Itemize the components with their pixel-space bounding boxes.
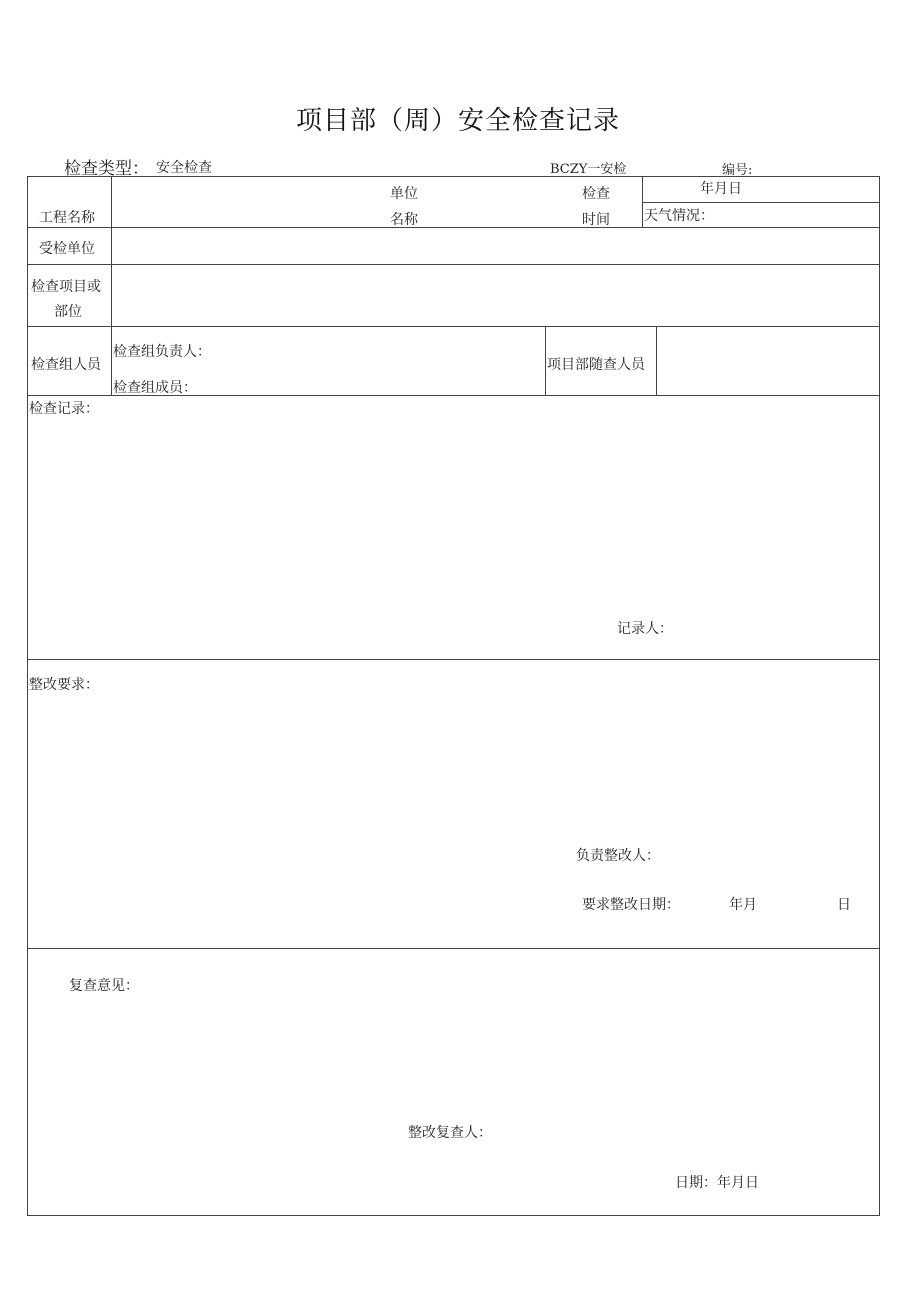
team-leader-label: 检查组负责人： xyxy=(113,344,211,360)
deadline-year-month: 年月 xyxy=(729,897,757,913)
inspected-unit-label: 受检单位 xyxy=(39,241,95,257)
rectification-responsible-label: 负责整改人： xyxy=(576,848,660,864)
weather-label: 天气情况： xyxy=(644,208,714,224)
reviewer-label: 整改复查人： xyxy=(408,1125,492,1141)
inspection-time-label-line2: 时间 xyxy=(582,212,610,228)
serial-number-label: 编号: xyxy=(722,163,753,178)
inspection-item-label-line2: 部位 xyxy=(54,304,82,320)
team-members-label: 检查组成员： xyxy=(113,380,197,396)
recorder-label: 记录人： xyxy=(617,621,673,637)
deadline-day: 日 xyxy=(837,897,851,913)
unit-label-line1: 单位 xyxy=(390,186,418,202)
review-opinion-label: 复查意见： xyxy=(69,978,139,994)
inspection-time-label-line1: 检查 xyxy=(582,186,610,202)
inspection-item-label-line1: 检查项目或 xyxy=(31,279,101,295)
rectification-deadline-label: 要求整改日期： xyxy=(582,897,680,913)
form-code: BCZY一安检 xyxy=(550,162,627,177)
unit-label-line2: 名称 xyxy=(390,212,418,228)
project-name-label: 工程名称 xyxy=(39,210,95,226)
inspection-type-label: 检查类型： xyxy=(64,159,149,179)
inspection-record-label: 检查记录： xyxy=(29,401,99,417)
accompanying-staff-label: 项目部随查人员 xyxy=(547,357,645,373)
date-placeholder: 年月日 xyxy=(700,181,742,197)
page-title: 项目部（周）安全检查记录 xyxy=(296,106,621,136)
inspection-type-value: 安全检查 xyxy=(156,160,212,176)
review-date-label: 日期：年月日 xyxy=(675,1175,759,1191)
rectification-requirements-label: 整改要求： xyxy=(29,677,99,693)
inspection-team-label: 检查组人员 xyxy=(31,357,101,373)
